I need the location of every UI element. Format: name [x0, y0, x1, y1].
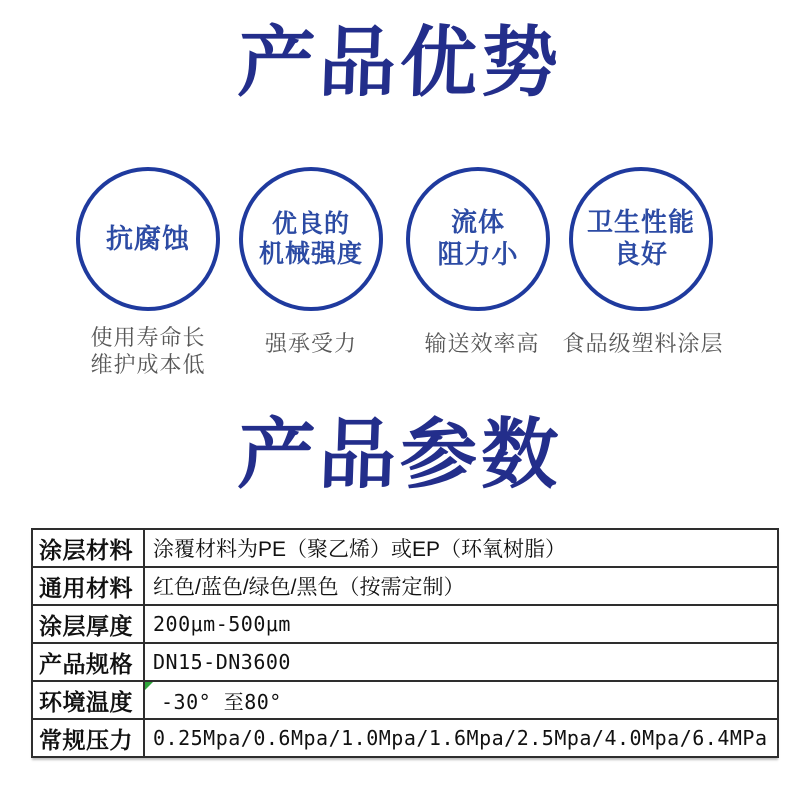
row-label: 涂层材料: [32, 529, 144, 567]
advantage-circle-line: 阻力小: [437, 239, 519, 269]
advantage-circle-line: 机械强度: [258, 240, 363, 268]
parameters-table: [31, 528, 779, 758]
advantage-caption-line: 使用寿命长: [90, 325, 206, 350]
advantage-circle-low-fluid-resistance: [406, 167, 550, 311]
row-label: 涂层厚度: [32, 605, 144, 643]
advantage-caption-line: 输送效率高: [424, 331, 540, 356]
parameters-section-title: 产品参数: [236, 412, 564, 498]
row-label: 通用材料: [32, 567, 144, 605]
row-value: 200μm-500μm: [144, 605, 778, 643]
advantage-caption-hygienic: [533, 330, 753, 357]
advantages-section-title: 产品优势: [236, 20, 564, 106]
row-value: 涂覆材料为PE（聚乙烯）或EP（环氧树脂）: [144, 529, 778, 567]
table-row-standard-pressure: [32, 719, 778, 757]
advantage-circle-line: 流体: [450, 207, 505, 238]
table-row-coating-material: [32, 529, 778, 567]
row-value: 红色/蓝色/绿色/黑色（按需定制）: [144, 567, 778, 605]
advantage-circle-line: 优良的: [271, 209, 350, 238]
advantage-caption-line: 强承受力: [264, 331, 357, 356]
advantage-circle-hygienic: [569, 167, 713, 311]
row-value: 0.25Mpa/0.6Mpa/1.0Mpa/1.6Mpa/2.5Mpa/4.0Mpa/6.4MPa: [144, 719, 778, 757]
advantage-circle-line: 良好: [613, 239, 668, 269]
table-row-coating-thickness: [32, 605, 778, 643]
table-row-product-spec: [32, 643, 778, 681]
row-label: 产品规格: [32, 643, 144, 681]
row-value-text: -30° 至80°: [161, 689, 282, 714]
advantage-circle-line: 卫生性能: [586, 207, 695, 238]
cell-corner-marker: [145, 682, 153, 690]
advantage-caption-line: 食品级塑料涂层: [562, 331, 724, 356]
row-value: DN15-DN3600: [144, 643, 778, 681]
row-value: [144, 681, 778, 719]
advantage-caption-line: 维护成本低: [90, 352, 206, 377]
table-row-general-material: [32, 567, 778, 605]
advantage-circle-anticorrosion: [76, 167, 220, 311]
advantage-circle-mechanical-strength: [239, 167, 383, 311]
row-label: 环境温度: [32, 681, 144, 719]
row-label: 常规压力: [32, 719, 144, 757]
advantage-circle-line: 抗腐蚀: [106, 223, 190, 254]
table-row-ambient-temperature: [32, 681, 778, 719]
